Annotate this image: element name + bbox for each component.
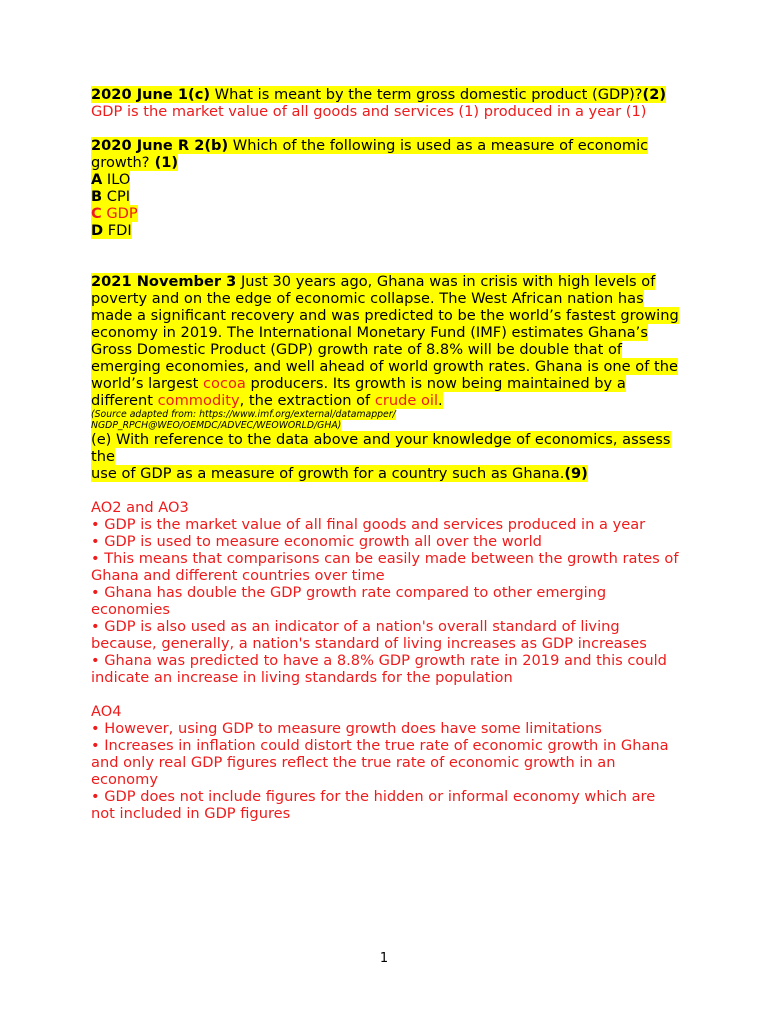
keyword-crude-oil: crude oil bbox=[374, 392, 439, 409]
keyword-cocoa: cocoa bbox=[203, 375, 246, 392]
question-2021-november-3: 2021 November 3 Just 30 years ago, Ghana was in crisis with high levels of poverty and on the edge of economic collapse. The West African nation has made a significant recovery and was predicted to be the world’s fastest growing economy in 2019. The International Monetary Fund (IMF) estimates Ghana’s Gross Domestic Product (GDP) growth rate of 8.8% will be double that of emerging economies, and well ahead of world growth rates. Ghana is one of the world’s largest cocoa producers. Its growth is now being maintained by a different commodity, the extraction of crude oil. bbox=[91, 273, 679, 409]
question-2020-june-1c bbox=[91, 86, 681, 103]
document-page bbox=[91, 86, 681, 822]
bullet-item: • GDP is also used as an indicator of a nation's overall standard of living because, generally, a nation's standard of living increases as GDP increases bbox=[91, 618, 647, 652]
bullet-item: • GDP does not include figures for the hidden or informal economy which are not included in GDP figures bbox=[91, 788, 656, 822]
option-b: B CPI bbox=[91, 188, 131, 205]
question-label: 2021 November 3 bbox=[91, 273, 237, 290]
section-heading-ao4: AO4 bbox=[91, 703, 122, 720]
question-label: 2020 June 1(c) bbox=[91, 86, 211, 103]
page-number: 1 bbox=[379, 951, 389, 966]
bullet-item: • GDP is the market value of all final goods and services produced in a year bbox=[91, 516, 646, 533]
bullet-item: • However, using GDP to measure growth does have some limitations bbox=[91, 720, 602, 737]
source-citation: (Source adapted from: https://www.imf.org/external/datamapper/ NGDP_RPCH@WEO/OEMDC/ADVEC/WEOWORLD/GHA) bbox=[91, 409, 396, 431]
keyword-commodity: commodity bbox=[157, 392, 240, 409]
question-part-e: (e) With reference to the data above and your knowledge of economics, assess the use of GDP as a measure of growth for a country such as Ghana.(9) bbox=[91, 431, 671, 482]
question-marks: (2) bbox=[642, 86, 667, 103]
question-label: 2020 June R 2(b) bbox=[91, 137, 229, 154]
answer-text: GDP is the market value of all goods and services (1) produced in a year (1) bbox=[91, 103, 647, 120]
option-a: A ILO bbox=[91, 171, 131, 188]
bullet-item: • This means that comparisons can be easily made between the growth rates of Ghana and different countries over time bbox=[91, 550, 679, 584]
section-heading-ao2-ao3: AO2 and AO3 bbox=[91, 499, 189, 516]
option-d: D FDI bbox=[91, 222, 132, 239]
bullet-item: • Ghana has double the GDP growth rate compared to other emerging economies bbox=[91, 584, 607, 618]
question-2020-june-r-2b bbox=[91, 137, 681, 171]
bullet-item: • GDP is used to measure economic growth all over the world bbox=[91, 533, 542, 550]
question-text: Which of the following is used as a measure of economic growth? bbox=[91, 137, 649, 171]
question-marks: (1) bbox=[149, 154, 179, 171]
bullet-item: • Ghana was predicted to have a 8.8% GDP growth rate in 2019 and this could indicate an increase in living standards for the population bbox=[91, 652, 667, 686]
option-c-correct: C GDP bbox=[91, 205, 138, 222]
question-text: What is meant by the term gross domestic product (GDP)? bbox=[210, 86, 643, 103]
bullet-item: • Increases in inflation could distort the true rate of economic growth in Ghana and only real GDP figures reflect the true rate of economic growth in an economy bbox=[91, 737, 669, 788]
question-marks: (9) bbox=[564, 465, 588, 482]
